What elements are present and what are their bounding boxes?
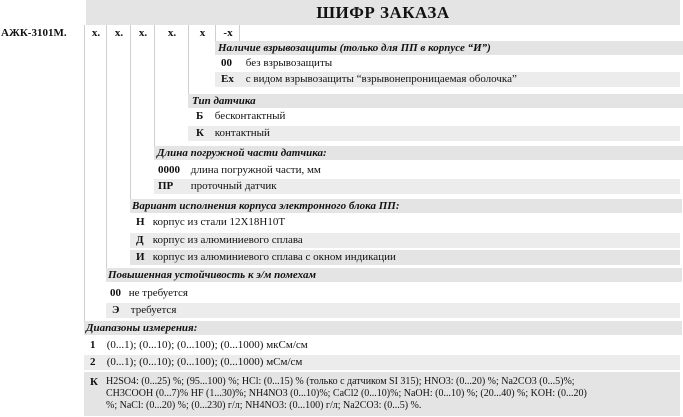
immersion-length-option-pr [154,179,680,194]
ranges-k-line-1: H2SO4: (0...25) %; (95...100) %; HCl: (0...15) % (только с датчиком SI 315); HNO3: (0...20) %; Na2CO3 (0...5)%; [106,376,575,387]
option-text: без взрывозащиты [245,57,333,69]
option-code: К [90,376,98,388]
housing-option-d [130,233,680,248]
option-code: Ex [221,73,234,85]
option-code: К [196,127,204,139]
connector-line [130,41,131,199]
ranges-k-line-2: CH3COOH (0...7)% HF (1...30)%; NH4NO3 (0...10)%; CaCl2 (0...10)%; NaOH: (0...10) %; (20...40) %; KOH: (0...20) [106,388,587,399]
sensor-type-option-b [188,109,680,124]
code-position-3: x. [130,25,155,41]
option-code: 00 [221,57,232,69]
connector-line [154,41,155,146]
page-title: ШИФР ЗАКАЗА [86,0,680,25]
ranges-option-2 [84,355,680,370]
option-text: корпус из алюминиевого сплава с окном индикации [152,251,396,263]
option-text: проточный датчик [190,180,277,192]
explosion-option-00 [215,56,680,71]
explosion-option-ex [215,72,680,87]
ranges-section-title: Диапазоны измерения: [84,321,682,335]
emi-option-e [106,303,680,318]
option-code: 1 [90,339,96,351]
ranges-option-k [84,372,680,416]
connector-line [106,41,107,268]
code-position-1: x. [84,25,107,41]
option-text: с видом взрывозащиты “взрывонепроницаемая оболочка” [245,73,517,85]
code-position-6: -x [215,25,240,41]
housing-option-n [130,215,680,230]
sensor-type-section-title: Тип датчика [188,94,683,108]
emi-section-title: Повышенная устойчивость к э/м помехам [106,268,682,282]
option-text: не требуется [128,287,188,299]
connector-line [84,41,85,321]
header-divider [239,25,240,41]
option-text: корпус из стали 12Х18Н10Т [152,216,286,228]
sensor-type-option-k [188,126,680,141]
option-code: Э [112,304,120,316]
ranges-option-1 [84,338,680,353]
code-prefix: АЖК-3101М. [1,27,67,39]
option-text: бесконтактный [214,110,286,122]
option-text: требуется [130,304,177,316]
option-text: контактный [214,127,270,139]
code-position-4: x. [154,25,189,41]
code-position-5: x [188,25,216,41]
option-text: (0...1); (0...10); (0...100); (0...1000) мкСм/см [106,339,308,351]
option-code: И [136,251,145,263]
option-text: корпус из алюминиевого сплава [152,234,303,246]
option-code: 2 [90,356,96,368]
code-position-2: x. [106,25,131,41]
option-code: 00 [110,287,121,299]
option-code: Н [136,216,145,228]
option-code: Б [196,110,204,122]
immersion-length-section-title: Длина погружной части датчика: [154,146,683,160]
option-code: 0000 [158,164,180,176]
option-text: (0...1); (0...10); (0...100); (0...1000) мСм/см [106,356,303,368]
immersion-length-option-0000 [154,163,680,178]
housing-option-i [130,250,680,265]
emi-option-00 [106,286,680,301]
housing-section-title: Вариант исполнения корпуса электронного блока ПП: [130,199,682,213]
ranges-k-line-3: %; NaCl: (0...20) %; (0...230) г/л; NH4NO3: (0...100) г/л; Na2CO3: (0...5) %. [106,400,422,411]
option-text: длина погружной части, мм [190,164,321,176]
connector-line [188,41,189,94]
option-code: Д [136,234,144,246]
explosion-section-title: Наличие взрывозащиты (только для ПП в корпусе “И”) [215,41,683,55]
option-code: ПР [158,180,174,192]
